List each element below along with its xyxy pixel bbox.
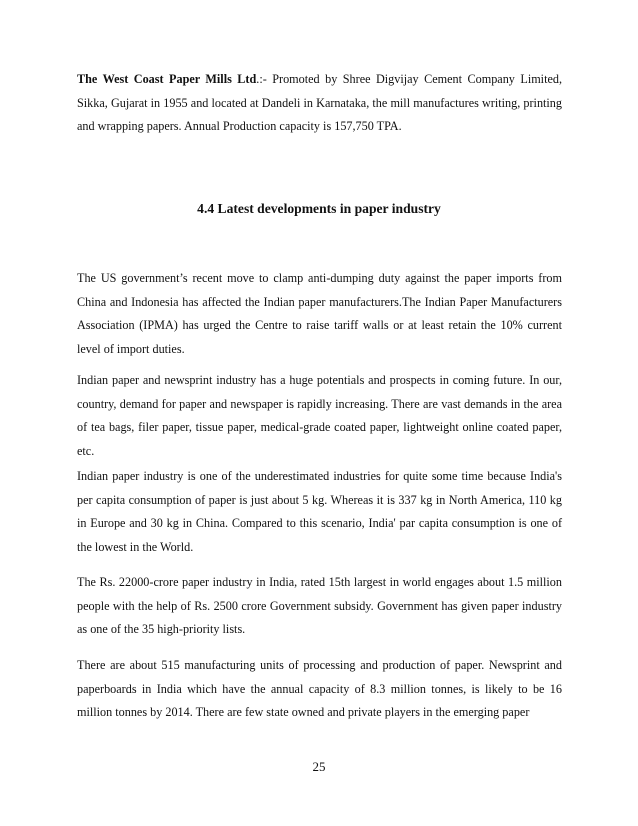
- paragraph-industry-size: The Rs. 22000-crore paper industry in India, rated 15th largest in world engages about 1.5 million people with the help of Rs. 2500 crore Government subsidy. Government has given paper industry as one of the 35 high-priority lists.: [77, 575, 562, 637]
- page-number: 25: [312, 759, 326, 774]
- company-name: The West Coast Paper Mills Ltd: [77, 72, 257, 86]
- company-description: .:- Promoted by Shree Digvijay Cement Company Limited, Sikka, Gujarat in 1955 and located at Dandeli in Karnataka, the mill manufactures writing, printing and wrapping papers. Annual Production capacity is 157,750 TPA.: [77, 72, 563, 134]
- paragraph-per-capita-consumption: Indian paper industry is one of the underestimated industries for quite some time because India's per capita consumption of paper is just about 5 kg. Whereas it is 337 kg in North America, 110 kg in Europe and 30 kg in China. Compared to this scenario, India' par capita consumption is one of the lowest in the World.: [77, 469, 562, 554]
- paragraph-west-coast-paper-mills: [77, 68, 562, 139]
- paragraph-anti-dumping: The US government’s recent move to clamp anti-dumping duty against the paper imports from China and Indonesia has affected the Indian paper manufacturers.The Indian Paper Manufacturers Association (IPMA) has urged the Centre to raise tariff walls or at least retain the 10% current level of import duties.: [77, 271, 562, 356]
- section-heading: 4.4 Latest developments in paper industry: [197, 201, 441, 216]
- paragraph-prospects: Indian paper and newsprint industry has a huge potentials and prospects in coming future. In our, country, demand for paper and newspaper is rapidly increasing. There are vast demands in the area of tea bags, filer paper, tissue paper, medical-grade coated paper, lightweight online coated paper, etc.: [77, 373, 562, 458]
- paragraph-manufacturing-units: There are about 515 manufacturing units of processing and production of paper. Newsprint and paperboards in India which have the annual capacity of 8.3 million tonnes, is likely to be 16 million tonnes by 2014. There are few state owned and private players in the emerging paper: [77, 658, 562, 720]
